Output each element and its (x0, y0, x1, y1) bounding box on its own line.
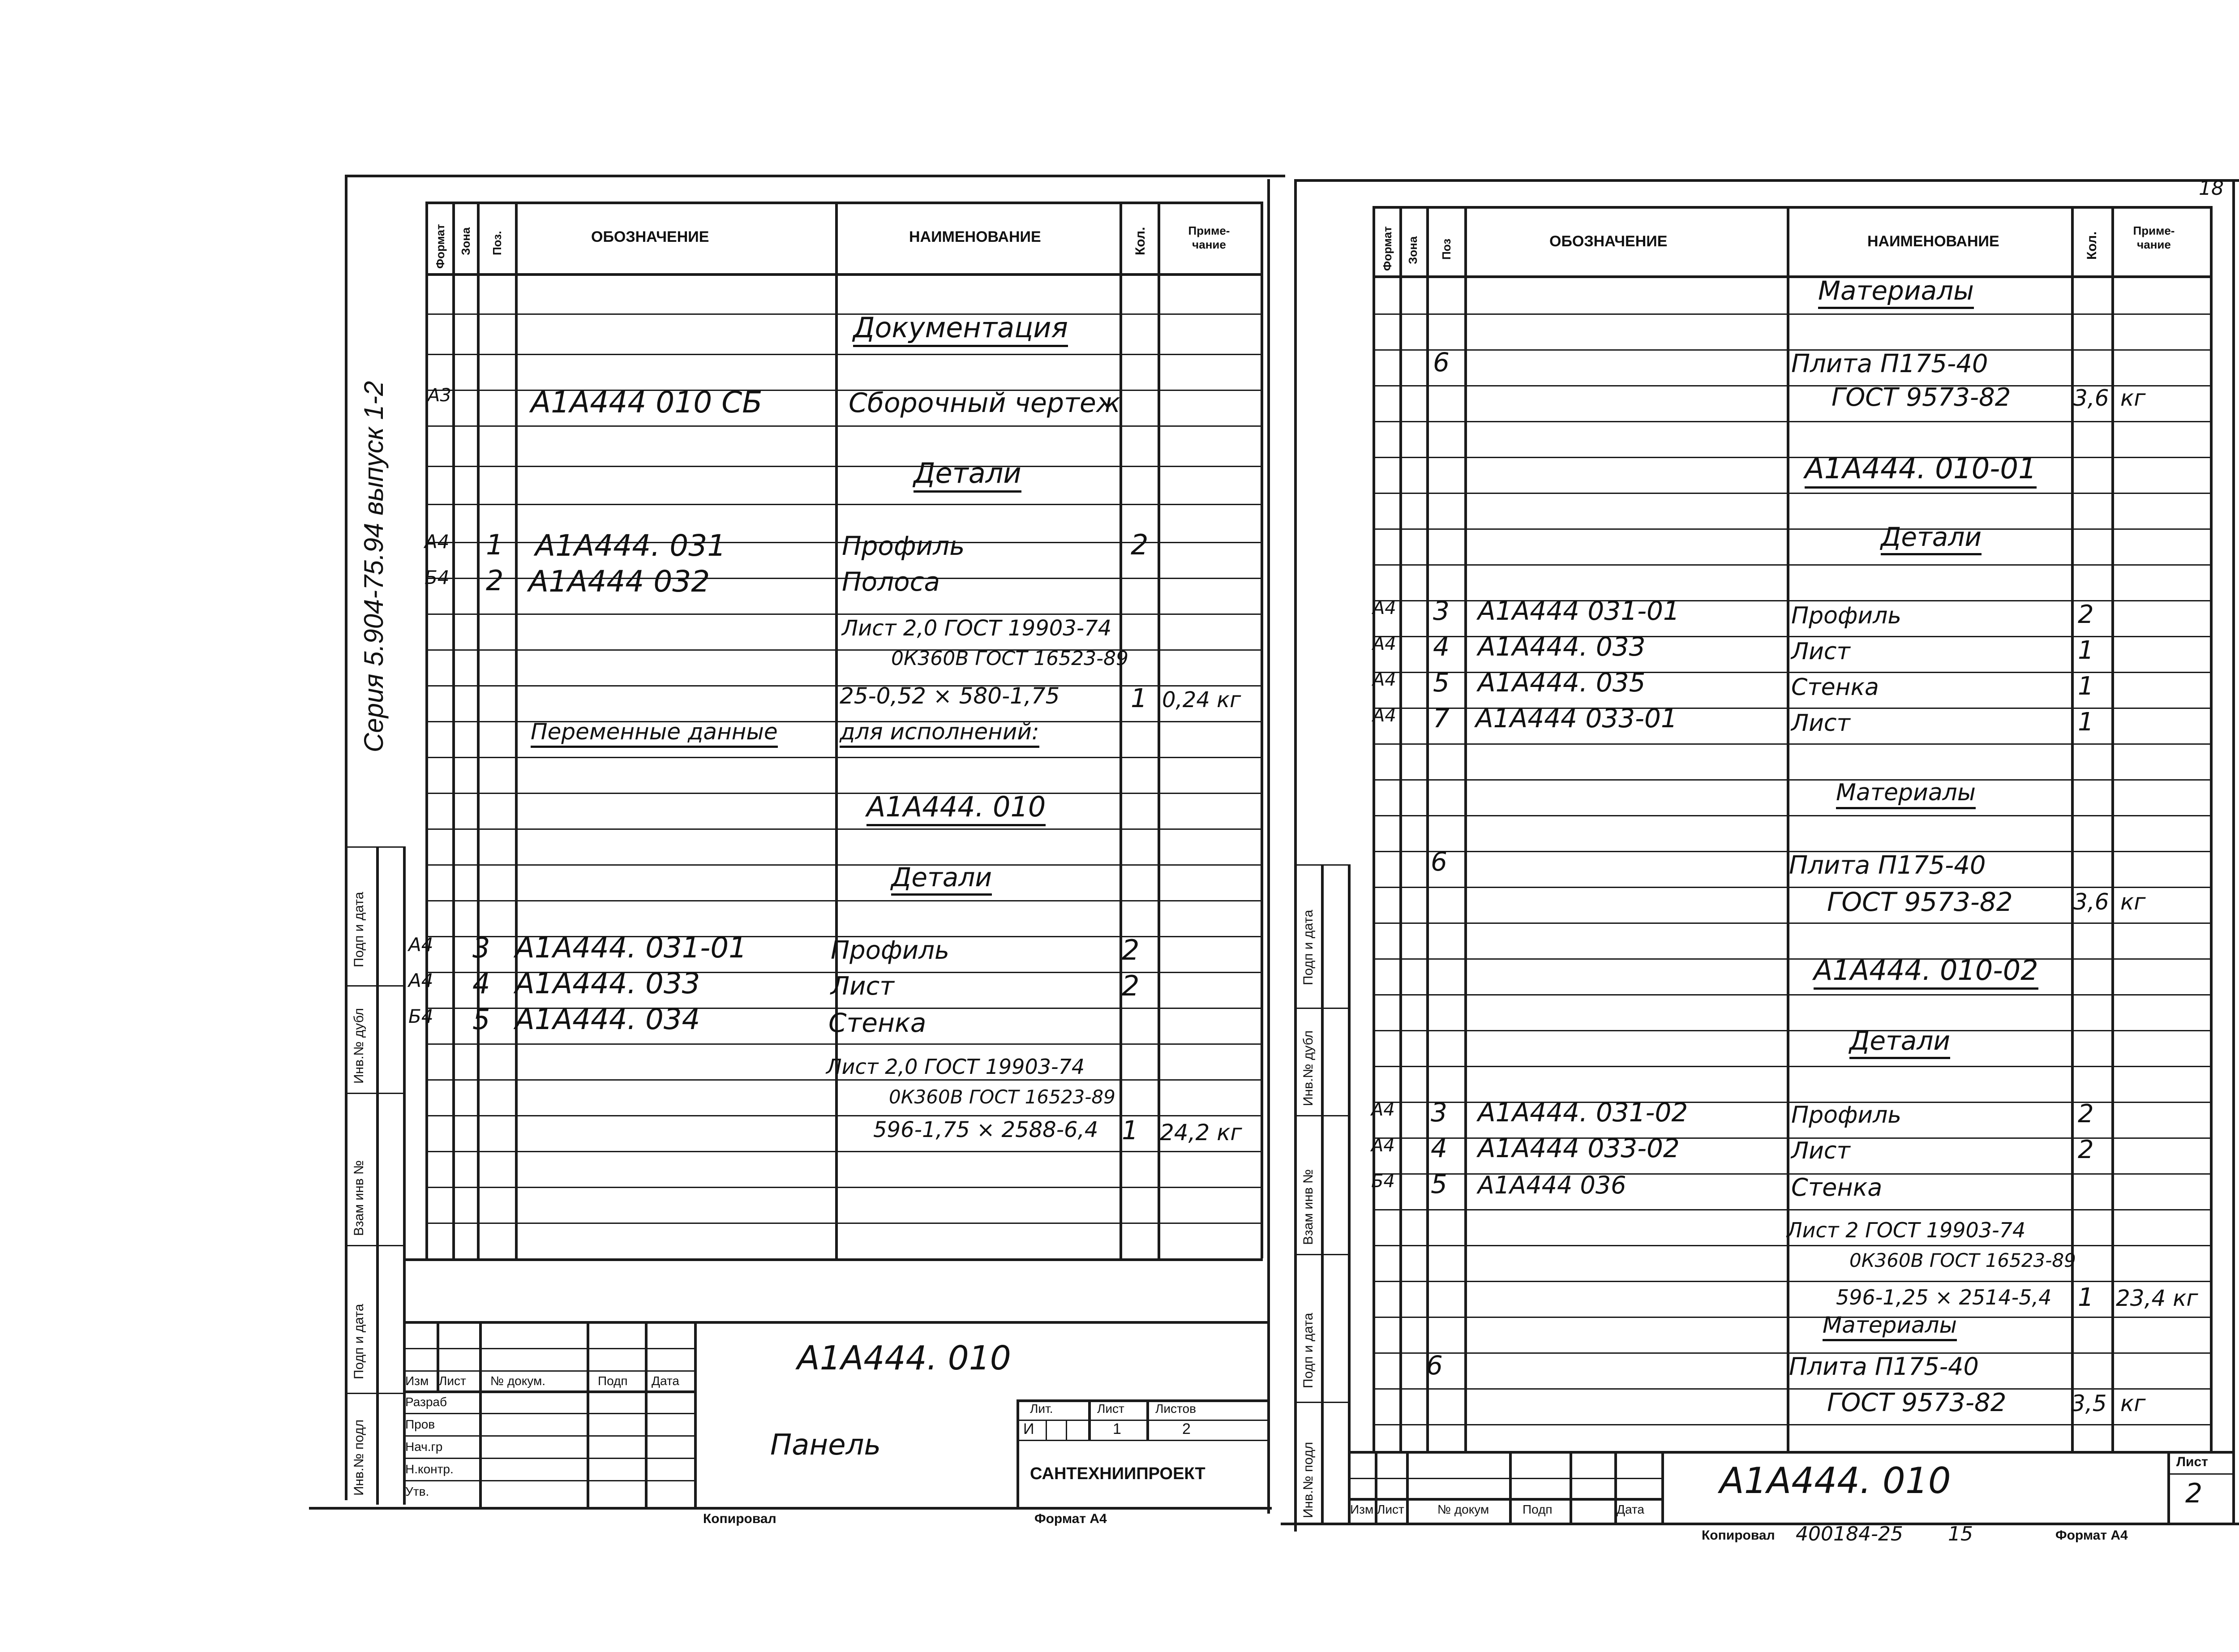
row-designation: Переменные данные (531, 719, 778, 748)
row-line (425, 900, 1263, 901)
row-line (425, 649, 1263, 651)
row-line (425, 354, 1263, 355)
row-pos: 5 (472, 1003, 490, 1036)
row-line (425, 425, 1263, 427)
row-format: А3 (428, 385, 451, 406)
stamp-divider (345, 1093, 405, 1094)
hdr-format: Формат (433, 224, 447, 269)
tb-line (1146, 1399, 1149, 1440)
tb-role: Утв. (405, 1485, 429, 1498)
col-qty-line (1120, 202, 1122, 1258)
hdr-zone: Зона (1406, 236, 1420, 264)
stamp-divider (345, 985, 405, 987)
stamp-divider (1294, 1008, 1350, 1009)
tb-col-label: Дата (652, 1374, 680, 1388)
row-designation: А1А444 033-01 (1476, 703, 1677, 734)
row-line (1373, 1424, 2212, 1425)
row-pos: 3 (1433, 596, 1450, 626)
hdr-qty: Кол. (1133, 227, 1148, 255)
footer-copied: Копировал (703, 1511, 776, 1526)
row-qty: 2 (1131, 528, 1149, 561)
row-name: ГОСТ 9573-82 (1832, 383, 2011, 412)
tb-line (1017, 1399, 1019, 1507)
row-qty: 1 (2078, 636, 2094, 665)
row-line (425, 313, 1263, 315)
tb-line (479, 1321, 482, 1507)
row-pos: 4 (472, 967, 490, 1000)
row-pos: 5 (1433, 667, 1450, 698)
row-note: 0,24 кг (1162, 687, 1241, 712)
tb-line (2167, 1451, 2170, 1523)
row-format: А4 (1373, 705, 1396, 726)
row-line (425, 757, 1263, 758)
row-line (1373, 815, 2212, 816)
hdr-designation: ОБОЗНАЧЕНИЕ (591, 228, 709, 245)
col-end-line (2210, 206, 2213, 1451)
row-line (1373, 887, 2212, 888)
footer-copied: Копировал (1702, 1528, 1775, 1543)
hdr-name: НАИМЕНОВАНИЕ (909, 228, 1041, 245)
row-format: А4 (1371, 1135, 1395, 1156)
row-designation: А1А444 033-02 (1478, 1133, 1680, 1163)
row-note: 24,2 кг (1160, 1120, 1242, 1146)
hdr-name: НАИМЕНОВАНИЕ (1867, 233, 1999, 250)
row-name: для исполнений: (840, 719, 1039, 748)
col-format-line (1373, 206, 1375, 1451)
hdr-pos: Поз. (490, 231, 504, 255)
row-designation: А1А444. 031-01 (515, 931, 747, 965)
row-qty: 2 (2078, 1099, 2094, 1129)
row-pos: 4 (1433, 631, 1450, 662)
col-pos-line (1426, 206, 1429, 1451)
tb-role: Разраб (405, 1395, 447, 1409)
stamp-divider (345, 1393, 405, 1394)
col-note-line (2111, 206, 2114, 1451)
row-note: кг (2120, 385, 2146, 411)
tb-document-number: А1А444. 010 (797, 1339, 1011, 1377)
row-name: 25-0,52 × 580-1,75 (840, 683, 1060, 709)
tb-line (403, 1370, 694, 1372)
tb-line (403, 1413, 694, 1414)
header-top-line (1373, 206, 2212, 209)
stamp-label: Подп и дата (352, 892, 366, 967)
stamp-label: Инв.№ дубл (1301, 1030, 1316, 1106)
row-format: А4 (1373, 598, 1396, 618)
footer-format: Формат А4 (1034, 1511, 1107, 1526)
row-qty: 1 (2078, 672, 2094, 701)
row-qty: 2 (1122, 934, 1140, 966)
row-line (1373, 1066, 2212, 1067)
row-format: Б4 (408, 1005, 433, 1027)
row-line (1373, 1317, 2212, 1318)
row-designation: А1А444. 033 (515, 967, 700, 1000)
tb-line (2167, 1473, 2232, 1475)
tb-col-label: № докум. (490, 1374, 546, 1388)
row-qty: 3,6 (2073, 889, 2109, 915)
stamp-line (376, 846, 379, 1505)
tb-col-label: Изм (405, 1374, 429, 1388)
row-format: А4 (1373, 669, 1396, 690)
row-section-details: Детали (1849, 1026, 1950, 1059)
row-pos: 6 (1426, 1350, 1443, 1381)
col-zone-line (452, 202, 455, 1258)
tb-col-label: № докум (1437, 1502, 1489, 1516)
tb-top-line (403, 1321, 1267, 1324)
row-line (425, 828, 1263, 830)
tb-sheet-label: Лист (1097, 1402, 1124, 1416)
row-qty: 3,6 (2073, 385, 2109, 411)
row-name: Стенка (828, 1008, 926, 1038)
tb-sheets-label: Листов (1155, 1402, 1196, 1416)
row-documentation: Документация (853, 311, 1068, 347)
row-format: Б4 (1371, 1171, 1395, 1192)
row-name: Плита П175-40 (1789, 851, 1986, 880)
stamp-divider (1294, 1115, 1350, 1116)
row-name: Профиль (831, 936, 949, 965)
tb-col-label: Подп (1523, 1502, 1553, 1516)
row-name: 0К360В ГОСТ 16523-89 (889, 1086, 1115, 1108)
tb-col-label: Дата (1617, 1502, 1645, 1516)
stamp-label: Подп и дата (1301, 910, 1316, 985)
row-line (1373, 457, 2212, 458)
row-section-details: Детали (891, 862, 992, 896)
row-pos: 3 (472, 931, 490, 964)
row-line (425, 1151, 1263, 1152)
row-designation: А1А444 036 (1478, 1171, 1626, 1199)
stamp-label: Подп и дата (352, 1304, 366, 1379)
row-name: Лист (831, 972, 894, 1001)
row-name: Полоса (842, 566, 940, 597)
row-designation: А1А444. 031-02 (1478, 1097, 1688, 1128)
row-line (1373, 528, 2212, 530)
stamp-divider (1294, 1402, 1350, 1403)
col-format-line (425, 202, 428, 1258)
row-materials: Материалы (1836, 779, 1976, 809)
row-format: А4 (1373, 634, 1396, 654)
row-line (425, 614, 1263, 615)
tb-line (1017, 1440, 1267, 1441)
row-line (1373, 493, 2212, 494)
stamp-label: Инв.№ дубл (352, 1008, 366, 1084)
tb-col-label: Лист (439, 1374, 466, 1388)
tb-line (403, 1480, 694, 1481)
hdr-pos: Поз (1440, 238, 1453, 260)
row-name: Профиль (1791, 602, 1902, 629)
row-qty: 1 (1122, 1115, 1138, 1146)
row-line (425, 1223, 1263, 1224)
footer-number: 15 (1948, 1523, 1973, 1545)
row-line (1373, 1030, 2212, 1031)
row-pos: 5 (1431, 1169, 1447, 1199)
stamp-label: Инв.№ подл (1301, 1442, 1316, 1518)
row-format: А4 (408, 934, 433, 956)
tb-line (403, 1458, 694, 1459)
tb-lit-label: Лит. (1030, 1402, 1053, 1416)
footer-order: 400184-25 (1796, 1523, 1903, 1545)
row-qty: 2 (2078, 1135, 2094, 1164)
tb-line (403, 1390, 694, 1393)
row-designation: А1А444. 034 (515, 1003, 700, 1036)
row-note: кг (2120, 889, 2146, 915)
right-frame-right (2232, 179, 2235, 1523)
tb-col-label: Лист (1377, 1502, 1404, 1516)
col-end-line (1261, 202, 1263, 1258)
row-name: Лист 2,0 ГОСТ 19903-74 (826, 1055, 1085, 1079)
stamp-line (345, 846, 347, 1500)
row-name: 0К360В ГОСТ 16523-89 (891, 647, 1128, 670)
row-note: 23,4 кг (2116, 1285, 2198, 1311)
row-pos: 6 (1431, 846, 1447, 877)
stamp-divider (1294, 864, 1350, 866)
row-line (1373, 313, 2212, 315)
row-pos: 6 (1433, 347, 1450, 378)
row-name: Лист (1791, 710, 1850, 737)
row-name: Лист (1791, 638, 1850, 665)
row-line (425, 793, 1263, 794)
row-section-details: Детали (1881, 522, 1982, 555)
row-name: Стенка (1791, 674, 1879, 701)
tb-line (1406, 1451, 1409, 1523)
row-name: ГОСТ 9573-82 (1827, 1388, 2007, 1417)
row-line (425, 1043, 1263, 1045)
right-frame-bottom (1281, 1523, 2239, 1525)
row-pos: 4 (1431, 1133, 1447, 1163)
row-format: Б4 (425, 566, 450, 588)
row-name: 596-1,75 × 2588-6,4 (873, 1117, 1098, 1142)
tb-document-number: А1А444. 010 (1720, 1460, 1951, 1502)
stamp-label: Инв.№ подл (352, 1419, 366, 1496)
hdr-zone: Зона (459, 227, 472, 255)
row-line (425, 466, 1263, 467)
right-frame-top (1294, 179, 2239, 182)
row-line (425, 864, 1263, 866)
hdr-note: Приме-чание (1188, 224, 1230, 251)
row-format: А4 (1371, 1099, 1395, 1120)
tb-sheets: 2 (1182, 1420, 1191, 1437)
row-pos: 2 (486, 564, 504, 597)
tb-col-label: Подп (598, 1374, 628, 1388)
row-designation: А1А444 010 СБ (531, 385, 763, 420)
row-name: Лист 2,0 ГОСТ 19903-74 (842, 616, 1112, 641)
row-name: Профиль (842, 531, 965, 561)
row-line (1373, 958, 2212, 960)
tb-line (1017, 1399, 1267, 1402)
hdr-designation: ОБОЗНАЧЕНИЕ (1549, 233, 1668, 250)
row-format: А4 (408, 970, 433, 991)
table-bottom-line (403, 1258, 1263, 1261)
row-qty: 3,5 (2071, 1390, 2107, 1416)
row-designation: А1А444. 031 (535, 528, 726, 563)
col-note-line (1158, 202, 1160, 1258)
tb-sheet-label: Лист (2176, 1455, 2208, 1469)
row-name: Стенка (1791, 1173, 1883, 1201)
row-name: Профиль (1791, 1102, 1902, 1129)
row-materials: Материалы (1818, 275, 1974, 309)
hdr-qty: Кол. (2085, 231, 2099, 260)
row-designation: А1А444 032 (528, 564, 710, 599)
footer-format: Формат А4 (2055, 1528, 2128, 1543)
row-variant: А1А444. 010 (866, 790, 1046, 826)
left-frame-top (345, 175, 1285, 177)
tb-line (403, 1435, 694, 1437)
tb-line (587, 1321, 589, 1507)
header-bottom-line (425, 273, 1263, 276)
row-name: 0К360В ГОСТ 16523-89 (1849, 1249, 2076, 1271)
row-pos: 1 (486, 528, 504, 561)
tb-line (1017, 1420, 1267, 1421)
tb-line (403, 1348, 694, 1349)
tb-line (1570, 1451, 1572, 1523)
row-line (1373, 564, 2212, 566)
tb-role: Пров (405, 1417, 435, 1431)
tb-role: Нач.гр (405, 1440, 443, 1454)
page-number: 18 (2199, 177, 2224, 200)
row-pos: 3 (1431, 1097, 1447, 1128)
col-name-line (1787, 206, 1789, 1451)
row-qty: 2 (2078, 600, 2094, 629)
row-format: А4 (425, 531, 450, 553)
stamp-label: Взам инв № (352, 1160, 366, 1236)
header-top-line (425, 202, 1263, 204)
stamp-label: Взам инв № (1301, 1169, 1316, 1245)
tb-line (1088, 1399, 1091, 1440)
col-desig-line (515, 202, 518, 1258)
left-frame-bottom (309, 1507, 1272, 1510)
row-line (1373, 1209, 2212, 1210)
hdr-format: Формат (1381, 226, 1394, 271)
tb-top-line (1348, 1451, 2232, 1454)
row-line (1373, 1281, 2212, 1282)
header-bottom-line (1373, 275, 2212, 278)
row-line (425, 504, 1263, 505)
row-name: ГОСТ 9573-82 (1827, 887, 2013, 917)
row-variant: А1А444. 010-01 (1805, 452, 2037, 489)
row-line (1373, 1245, 2212, 1246)
tb-item-name: Панель (770, 1429, 881, 1462)
stamp-line (1348, 864, 1351, 1523)
row-variant: А1А444. 010-02 (1814, 954, 2038, 990)
row-qty: 2 (1122, 970, 1140, 1002)
row-section-details: Детали (914, 457, 1021, 493)
series-label: Серия 5.904-75.94 выпуск 1-2 (359, 381, 389, 752)
row-name: Лист (1791, 1137, 1850, 1164)
row-name: Плита П175-40 (1791, 349, 1988, 378)
tb-line (694, 1321, 697, 1507)
row-designation: А1А444. 035 (1478, 667, 1646, 698)
tb-lit: И (1023, 1420, 1034, 1437)
row-name: Лист 2 ГОСТ 19903-74 (1787, 1218, 2026, 1242)
tb-sheet: 1 (1113, 1420, 1121, 1437)
row-line (1373, 1388, 2212, 1390)
stamp-label: Подп и дата (1301, 1313, 1316, 1388)
row-qty: 1 (2078, 708, 2094, 737)
tb-sheet: 2 (2185, 1478, 2203, 1509)
row-note: кг (2120, 1390, 2146, 1416)
row-designation: А1А444. 033 (1478, 631, 1646, 662)
row-line (1373, 743, 2212, 745)
row-designation: А1А444 031-01 (1478, 596, 1680, 626)
col-zone-line (1399, 206, 1402, 1451)
row-line (1373, 421, 2212, 422)
tb-organization: САНТЕХНИИПРОЕКТ (1030, 1464, 1205, 1483)
row-line (1373, 994, 2212, 995)
right-frame-left (1294, 179, 1297, 1532)
row-line (1373, 923, 2212, 924)
tb-line (1046, 1420, 1047, 1440)
tb-col-label: Изм (1350, 1502, 1374, 1516)
row-qty: 1 (2078, 1283, 2094, 1312)
stamp-divider (345, 1245, 405, 1246)
row-qty: 1 (1131, 683, 1147, 713)
row-line (1373, 779, 2212, 781)
row-line (425, 1187, 1263, 1188)
row-name: 596-1,25 × 2514-5,4 (1836, 1285, 2052, 1309)
tb-role: Н.контр. (405, 1462, 454, 1476)
col-desig-line (1464, 206, 1467, 1451)
row-materials: Материалы (1823, 1312, 1957, 1341)
row-line (425, 1079, 1263, 1081)
hdr-note: Приме-чание (2133, 224, 2175, 251)
tb-line (1066, 1420, 1067, 1440)
row-name: Плита П175-40 (1789, 1352, 1979, 1381)
col-pos-line (477, 202, 480, 1258)
stamp-line (1321, 864, 1324, 1523)
tb-line (645, 1321, 648, 1507)
row-pos: 7 (1433, 703, 1450, 734)
left-frame-right (1267, 179, 1270, 1514)
tb-line (1509, 1451, 1512, 1523)
row-name: Сборочный чертеж (849, 387, 1120, 419)
tb-line (1661, 1451, 1664, 1523)
col-name-line (835, 202, 838, 1258)
stamp-divider (345, 846, 405, 848)
stamp-divider (1294, 1254, 1350, 1255)
